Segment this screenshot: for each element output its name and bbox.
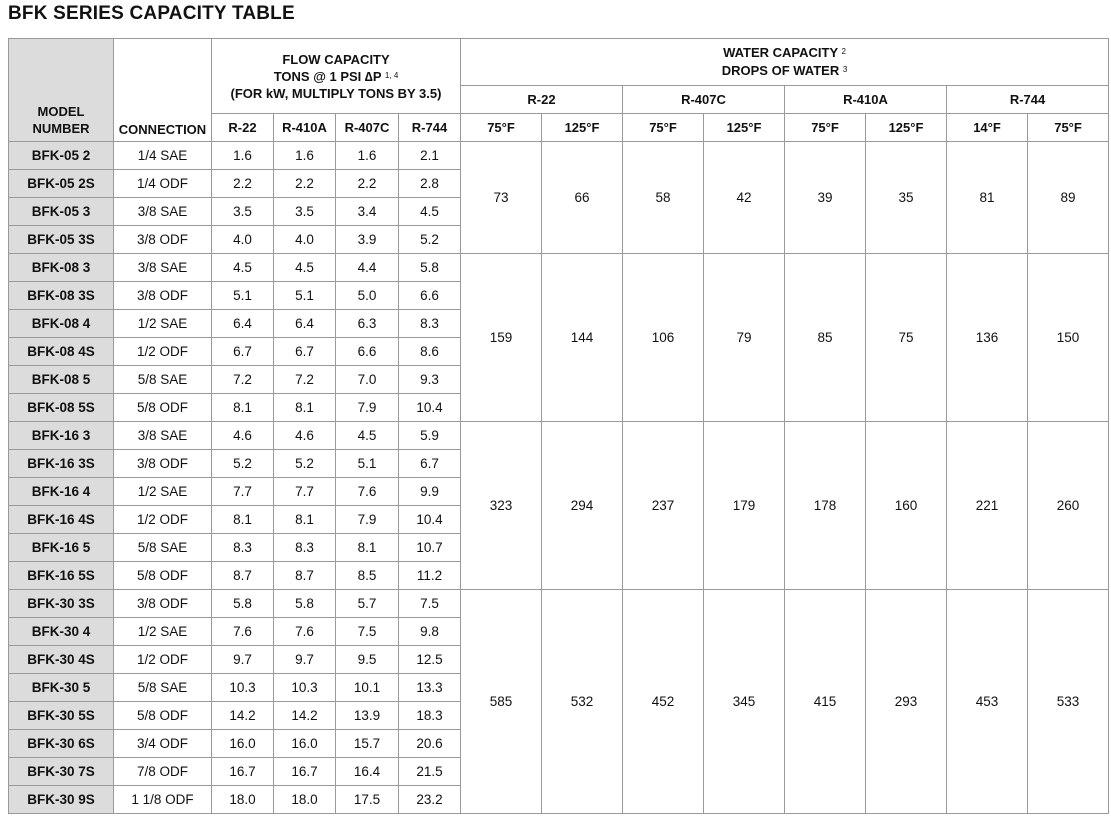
model-number-cell: BFK-05 3 [9, 198, 114, 226]
flow-capacity-cell: 13.9 [336, 702, 399, 730]
flow-capacity-cell: 4.6 [212, 422, 274, 450]
flow-capacity-cell: 4.4 [336, 254, 399, 282]
water-capacity-cell: 179 [704, 422, 785, 590]
model-number-cell: BFK-16 3S [9, 450, 114, 478]
flow-capacity-cell: 10.3 [274, 674, 336, 702]
flow-capacity-cell: 8.5 [336, 562, 399, 590]
flow-capacity-cell: 12.5 [399, 646, 461, 674]
flow-capacity-cell: 5.9 [399, 422, 461, 450]
header-water-line1 [461, 44, 1108, 62]
header-water-refrigerant: R-744 [947, 86, 1109, 114]
connection-cell: 3/4 ODF [114, 730, 212, 758]
water-capacity-cell: 453 [947, 590, 1028, 814]
flow-capacity-cell: 16.0 [274, 730, 336, 758]
flow-capacity-cell: 7.2 [212, 366, 274, 394]
flow-capacity-cell: 10.7 [399, 534, 461, 562]
header-water-temp: 125°F [542, 114, 623, 142]
flow-capacity-cell: 6.4 [212, 310, 274, 338]
water-capacity-cell: 532 [542, 590, 623, 814]
table-body [9, 142, 1109, 814]
header-model-number [9, 39, 114, 142]
model-number-cell: BFK-16 4S [9, 506, 114, 534]
flow-capacity-cell: 15.7 [336, 730, 399, 758]
header-model-line2: NUMBER [32, 121, 90, 136]
connection-cell: 1/2 ODF [114, 646, 212, 674]
water-capacity-cell: 81 [947, 142, 1028, 254]
flow-capacity-cell: 1.6 [336, 142, 399, 170]
flow-capacity-cell: 2.2 [212, 170, 274, 198]
model-number-cell: BFK-30 6S [9, 730, 114, 758]
flow-capacity-cell: 9.7 [212, 646, 274, 674]
flow-capacity-cell: 9.5 [336, 646, 399, 674]
flow-capacity-cell: 8.3 [399, 310, 461, 338]
water-capacity-cell: 323 [461, 422, 542, 590]
water-capacity-cell: 150 [1028, 254, 1109, 422]
page-title: BFK SERIES CAPACITY TABLE [8, 3, 295, 24]
flow-capacity-cell: 6.3 [336, 310, 399, 338]
header-water-refrigerant: R-407C [623, 86, 785, 114]
flow-capacity-cell: 21.5 [399, 758, 461, 786]
model-number-cell: BFK-08 5S [9, 394, 114, 422]
flow-capacity-cell: 20.6 [399, 730, 461, 758]
connection-cell: 7/8 ODF [114, 758, 212, 786]
header-water-footnote-2: 3 [842, 65, 848, 74]
water-capacity-cell: 85 [785, 254, 866, 422]
flow-capacity-cell: 5.2 [212, 450, 274, 478]
flow-capacity-cell: 5.2 [399, 226, 461, 254]
model-number-cell: BFK-16 5S [9, 562, 114, 590]
flow-capacity-cell: 9.9 [399, 478, 461, 506]
header-water-line2-text: DROPS OF WATER [721, 63, 840, 78]
header-flow-refrigerant: R-744 [399, 114, 461, 142]
water-capacity-cell: 178 [785, 422, 866, 590]
flow-capacity-cell: 23.2 [399, 786, 461, 814]
flow-capacity-cell: 10.3 [212, 674, 274, 702]
flow-capacity-cell: 1.6 [274, 142, 336, 170]
header-water-temp: 125°F [704, 114, 785, 142]
connection-cell: 1/2 SAE [114, 310, 212, 338]
model-number-cell: BFK-08 3S [9, 282, 114, 310]
connection-cell: 1 1/8 ODF [114, 786, 212, 814]
connection-cell: 3/8 ODF [114, 590, 212, 618]
flow-capacity-cell: 8.7 [212, 562, 274, 590]
capacity-table [8, 38, 1109, 814]
water-capacity-cell: 452 [623, 590, 704, 814]
connection-cell: 1/4 SAE [114, 142, 212, 170]
connection-cell: 1/4 ODF [114, 170, 212, 198]
flow-capacity-cell: 9.8 [399, 618, 461, 646]
connection-cell: 1/2 ODF [114, 506, 212, 534]
flow-capacity-cell: 18.3 [399, 702, 461, 730]
header-flow-line2 [212, 68, 460, 85]
flow-capacity-cell: 2.1 [399, 142, 461, 170]
flow-capacity-cell: 16.4 [336, 758, 399, 786]
model-number-cell: BFK-08 5 [9, 366, 114, 394]
model-number-cell: BFK-16 3 [9, 422, 114, 450]
water-capacity-cell: 237 [623, 422, 704, 590]
flow-capacity-cell: 16.7 [274, 758, 336, 786]
flow-capacity-cell: 5.8 [399, 254, 461, 282]
connection-cell: 3/8 SAE [114, 198, 212, 226]
connection-cell: 5/8 SAE [114, 534, 212, 562]
connection-cell: 3/8 SAE [114, 254, 212, 282]
flow-capacity-cell: 2.8 [399, 170, 461, 198]
flow-capacity-cell: 10.4 [399, 394, 461, 422]
flow-capacity-cell: 5.0 [336, 282, 399, 310]
flow-capacity-cell: 6.6 [399, 282, 461, 310]
connection-cell: 3/8 ODF [114, 226, 212, 254]
flow-capacity-cell: 3.9 [336, 226, 399, 254]
water-capacity-cell: 159 [461, 254, 542, 422]
water-capacity-cell: 75 [866, 254, 947, 422]
water-capacity-cell: 294 [542, 422, 623, 590]
connection-cell: 5/8 ODF [114, 394, 212, 422]
model-number-cell: BFK-30 5S [9, 702, 114, 730]
flow-capacity-cell: 16.0 [212, 730, 274, 758]
flow-capacity-cell: 8.3 [212, 534, 274, 562]
flow-capacity-cell: 7.5 [336, 618, 399, 646]
connection-cell: 1/2 SAE [114, 478, 212, 506]
flow-capacity-cell: 11.2 [399, 562, 461, 590]
header-model-line1: MODEL [37, 104, 85, 119]
connection-cell: 5/8 SAE [114, 674, 212, 702]
connection-cell: 1/2 SAE [114, 618, 212, 646]
header-connection: CONNECTION [114, 39, 212, 142]
water-capacity-cell: 136 [947, 254, 1028, 422]
model-number-cell: BFK-08 4S [9, 338, 114, 366]
water-capacity-cell: 260 [1028, 422, 1109, 590]
flow-capacity-cell: 5.2 [274, 450, 336, 478]
water-capacity-cell: 42 [704, 142, 785, 254]
flow-capacity-cell: 13.3 [399, 674, 461, 702]
header-water-refrigerant: R-410A [785, 86, 947, 114]
header-water-footnote-1: 2 [841, 47, 846, 56]
flow-capacity-cell: 7.7 [274, 478, 336, 506]
water-capacity-cell: 345 [704, 590, 785, 814]
flow-capacity-cell: 9.3 [399, 366, 461, 394]
flow-capacity-cell: 5.1 [336, 450, 399, 478]
flow-capacity-cell: 5.1 [212, 282, 274, 310]
model-number-cell: BFK-05 2S [9, 170, 114, 198]
header-water-temp: 125°F [866, 114, 947, 142]
flow-capacity-cell: 8.1 [274, 506, 336, 534]
header-water-temp: 75°F [1028, 114, 1109, 142]
model-number-cell: BFK-05 3S [9, 226, 114, 254]
flow-capacity-cell: 14.2 [274, 702, 336, 730]
flow-capacity-cell: 4.5 [274, 254, 336, 282]
flow-capacity-cell: 7.5 [399, 590, 461, 618]
flow-capacity-cell: 7.6 [336, 478, 399, 506]
header-flow-footnote: 1, 4 [384, 70, 399, 80]
flow-capacity-cell: 7.9 [336, 506, 399, 534]
header-flow-refrigerant: R-22 [212, 114, 274, 142]
flow-capacity-cell: 5.8 [212, 590, 274, 618]
header-flow-refrigerant: R-410A [274, 114, 336, 142]
flow-capacity-cell: 8.6 [399, 338, 461, 366]
flow-capacity-cell: 1.6 [212, 142, 274, 170]
flow-capacity-cell: 6.7 [399, 450, 461, 478]
water-capacity-cell: 89 [1028, 142, 1109, 254]
header-water-line2 [461, 62, 1108, 80]
flow-capacity-cell: 8.3 [274, 534, 336, 562]
flow-capacity-cell: 5.8 [274, 590, 336, 618]
header-water-temp: 75°F [623, 114, 704, 142]
flow-capacity-cell: 8.1 [274, 394, 336, 422]
model-number-cell: BFK-05 2 [9, 142, 114, 170]
water-capacity-cell: 533 [1028, 590, 1109, 814]
water-capacity-cell: 160 [866, 422, 947, 590]
model-number-cell: BFK-30 3S [9, 590, 114, 618]
header-flow-line1: FLOW CAPACITY [282, 51, 390, 67]
water-capacity-cell: 39 [785, 142, 866, 254]
flow-capacity-cell: 6.7 [274, 338, 336, 366]
table-row [9, 254, 1109, 282]
model-number-cell: BFK-30 4 [9, 618, 114, 646]
water-capacity-cell: 35 [866, 142, 947, 254]
flow-capacity-cell: 6.7 [212, 338, 274, 366]
flow-capacity-cell: 3.5 [212, 198, 274, 226]
header-flow-line2-text: TONS @ 1 PSI ∆P [273, 68, 382, 84]
header-water-capacity [461, 39, 1109, 86]
flow-capacity-cell: 7.2 [274, 366, 336, 394]
flow-capacity-cell: 5.1 [274, 282, 336, 310]
flow-capacity-cell: 18.0 [274, 786, 336, 814]
connection-cell: 5/8 ODF [114, 562, 212, 590]
flow-capacity-cell: 7.6 [212, 618, 274, 646]
header-flow-refrigerant: R-407C [336, 114, 399, 142]
water-capacity-cell: 144 [542, 254, 623, 422]
flow-capacity-cell: 7.7 [212, 478, 274, 506]
water-capacity-cell: 58 [623, 142, 704, 254]
flow-capacity-cell: 4.5 [399, 198, 461, 226]
connection-cell: 5/8 ODF [114, 702, 212, 730]
model-number-cell: BFK-08 3 [9, 254, 114, 282]
water-capacity-cell: 73 [461, 142, 542, 254]
flow-capacity-cell: 4.0 [212, 226, 274, 254]
flow-capacity-cell: 14.2 [212, 702, 274, 730]
water-capacity-cell: 106 [623, 254, 704, 422]
water-capacity-cell: 79 [704, 254, 785, 422]
flow-capacity-cell: 7.9 [336, 394, 399, 422]
connection-cell: 3/8 ODF [114, 282, 212, 310]
connection-cell: 1/2 ODF [114, 338, 212, 366]
flow-capacity-cell: 4.5 [212, 254, 274, 282]
flow-capacity-cell: 7.6 [274, 618, 336, 646]
connection-cell: 3/8 SAE [114, 422, 212, 450]
model-number-cell: BFK-16 5 [9, 534, 114, 562]
model-number-cell: BFK-30 7S [9, 758, 114, 786]
connection-cell: 5/8 SAE [114, 366, 212, 394]
flow-capacity-cell: 3.5 [274, 198, 336, 226]
flow-capacity-cell: 4.6 [274, 422, 336, 450]
water-capacity-cell: 293 [866, 590, 947, 814]
flow-capacity-cell: 16.7 [212, 758, 274, 786]
flow-capacity-cell: 2.2 [274, 170, 336, 198]
model-number-cell: BFK-30 9S [9, 786, 114, 814]
flow-capacity-cell: 8.1 [336, 534, 399, 562]
header-water-refrigerant: R-22 [461, 86, 623, 114]
flow-capacity-cell: 6.6 [336, 338, 399, 366]
header-flow-line3: (FOR kW, MULTIPLY TONS BY 3.5) [230, 85, 442, 101]
flow-capacity-cell: 2.2 [336, 170, 399, 198]
header-water-temp: 75°F [461, 114, 542, 142]
model-number-cell: BFK-08 4 [9, 310, 114, 338]
header-flow-capacity [212, 39, 461, 114]
flow-capacity-cell: 4.0 [274, 226, 336, 254]
flow-capacity-cell: 4.5 [336, 422, 399, 450]
flow-capacity-cell: 7.0 [336, 366, 399, 394]
flow-capacity-cell: 3.4 [336, 198, 399, 226]
flow-capacity-cell: 5.7 [336, 590, 399, 618]
flow-capacity-cell: 8.1 [212, 506, 274, 534]
header-water-line1-text: WATER CAPACITY [723, 45, 838, 60]
model-number-cell: BFK-30 4S [9, 646, 114, 674]
water-capacity-cell: 415 [785, 590, 866, 814]
flow-capacity-cell: 8.1 [212, 394, 274, 422]
water-capacity-cell: 221 [947, 422, 1028, 590]
flow-capacity-cell: 10.1 [336, 674, 399, 702]
header-water-temp: 14°F [947, 114, 1028, 142]
water-capacity-cell: 585 [461, 590, 542, 814]
header-water-temp: 75°F [785, 114, 866, 142]
water-capacity-cell: 66 [542, 142, 623, 254]
flow-capacity-cell: 9.7 [274, 646, 336, 674]
flow-capacity-cell: 6.4 [274, 310, 336, 338]
table-row [9, 422, 1109, 450]
flow-capacity-cell: 18.0 [212, 786, 274, 814]
connection-cell: 3/8 ODF [114, 450, 212, 478]
table-row [9, 590, 1109, 618]
flow-capacity-cell: 17.5 [336, 786, 399, 814]
flow-capacity-cell: 10.4 [399, 506, 461, 534]
flow-capacity-cell: 8.7 [274, 562, 336, 590]
model-number-cell: BFK-16 4 [9, 478, 114, 506]
table-row [9, 142, 1109, 170]
model-number-cell: BFK-30 5 [9, 674, 114, 702]
